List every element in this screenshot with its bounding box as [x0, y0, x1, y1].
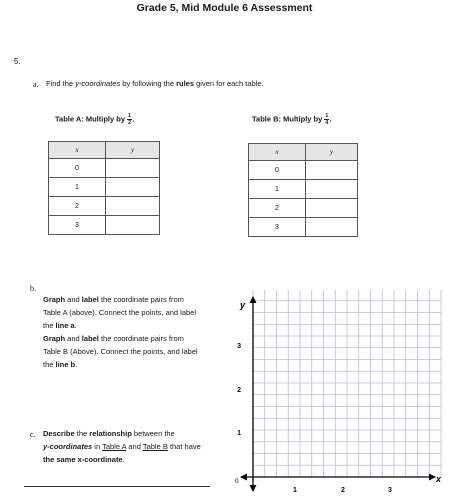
part-a-text-mid: by following the — [120, 79, 177, 88]
x-axis-label: x — [436, 474, 442, 484]
answer-line[interactable] — [24, 486, 210, 487]
table-b-x-cell: 1 — [249, 180, 306, 199]
table-a-x-cell: 1 — [49, 178, 106, 197]
part-a-text-after: given for each table. — [194, 79, 264, 88]
part-b-text: . — [74, 321, 77, 330]
y-axis-label: y — [240, 300, 246, 310]
part-c-text: . — [122, 455, 125, 464]
part-c-text: the — [74, 429, 90, 438]
part-b-text: the coordinate pairs from — [98, 334, 184, 343]
table-b-x-cell: 0 — [249, 161, 306, 180]
part-b-text: and — [65, 334, 82, 343]
table-row — [49, 159, 160, 178]
table-b — [248, 143, 358, 237]
part-b-line-b: line b — [55, 360, 76, 369]
table-a-y-cell[interactable] — [106, 178, 160, 197]
part-b-line-6 — [43, 358, 243, 371]
table-a-y-cell[interactable] — [106, 216, 160, 235]
part-c-line-2 — [43, 440, 248, 453]
grid-lines — [253, 290, 441, 477]
origin-label: 0 — [235, 478, 239, 485]
coordinate-graph[interactable] — [220, 290, 449, 500]
table-b-y-cell[interactable] — [306, 199, 358, 218]
y-tick-label: 1 — [237, 430, 241, 437]
table-b-frac-num: 1 — [325, 113, 329, 119]
x-tick-label: 3 — [388, 487, 392, 494]
table-b-y-cell[interactable] — [306, 161, 358, 180]
part-b-text: and — [65, 295, 82, 304]
part-c-same-x: the same x-coordinate — [43, 455, 123, 464]
part-c-ycoords: y-coordinates — [43, 442, 93, 451]
table-a-y-cell[interactable] — [106, 197, 160, 216]
part-b-line-3 — [43, 319, 243, 332]
table-a — [48, 141, 160, 235]
table-row — [249, 161, 358, 180]
x-tick-label: 2 — [341, 487, 345, 494]
part-c-text: in — [92, 442, 103, 451]
y-axis-arrow-down — [250, 485, 257, 492]
part-c-table-a-ref: Table A — [102, 442, 127, 451]
part-b-line-a: line a — [55, 321, 75, 330]
part-c-relationship: relationship — [89, 429, 132, 438]
table-a-col-x: x — [49, 142, 106, 159]
table-b-col-x: x — [249, 144, 306, 161]
part-b-text: . — [75, 360, 78, 369]
part-b-line-1 — [43, 293, 243, 306]
part-a-label: a. — [33, 80, 39, 89]
table-b-fraction — [324, 113, 329, 126]
table-row — [49, 197, 160, 216]
table-a-header-row — [49, 142, 160, 159]
part-b-line-2: Table A (above). Connect the points, and label — [43, 308, 197, 317]
part-b-text: the — [43, 360, 56, 369]
table-a-frac-den: 2 — [128, 120, 132, 126]
part-c-text: and — [126, 442, 143, 451]
table-a-title: Table A: Multiply by $\frac{1}{2}$ . — [55, 113, 135, 126]
y-axis-arrow-up — [250, 296, 257, 303]
axes — [240, 296, 436, 492]
part-b-instructions — [43, 293, 243, 371]
table-b-x-cell: 3 — [249, 218, 306, 237]
part-b-graph-word: Graph — [43, 295, 66, 304]
table-row — [49, 216, 160, 235]
part-c-line-3 — [43, 453, 248, 466]
table-row — [249, 180, 358, 199]
part-a-rules: rules — [176, 79, 195, 88]
part-a-text-before: Find the — [46, 79, 76, 88]
part-c-instructions — [43, 427, 248, 466]
table-b-col-y: y — [306, 144, 358, 161]
table-a-frac-num: 1 — [128, 113, 132, 119]
table-row — [49, 178, 160, 197]
part-c-describe: Describe — [43, 429, 75, 438]
table-a-y-cell[interactable] — [106, 159, 160, 178]
part-b-text: the — [43, 321, 56, 330]
table-a-x-cell: 3 — [49, 216, 106, 235]
y-tick-label: 2 — [237, 387, 241, 394]
part-b-label-word: label — [81, 295, 99, 304]
part-c-label: c. — [30, 430, 36, 439]
table-a-col-y: y — [106, 142, 160, 159]
part-c-line-1 — [43, 427, 248, 440]
part-b-line-5: Table B (Above). Connect the points, and label — [43, 347, 198, 356]
x-axis-arrow-left — [240, 474, 247, 481]
table-a-x-cell: 0 — [49, 159, 106, 178]
table-b-x-cell: 2 — [249, 199, 306, 218]
part-a-instruction — [46, 77, 264, 90]
x-tick-label: 1 — [293, 487, 297, 494]
part-c-text: between the — [131, 429, 175, 438]
table-a-fraction — [127, 113, 132, 126]
table-b-y-cell[interactable] — [306, 180, 358, 199]
part-b-text: the coordinate pairs from — [98, 295, 184, 304]
table-b-y-cell[interactable] — [306, 218, 358, 237]
x-axis-arrow-right — [429, 474, 436, 481]
table-a-x-cell: 2 — [49, 197, 106, 216]
part-b-line-4 — [43, 332, 243, 345]
part-b-label: b. — [30, 284, 36, 293]
page-title: Grade 5, Mid Module 6 Assessment — [136, 2, 313, 14]
part-b-label-word: label — [81, 334, 99, 343]
part-c-table-b-ref: Table B — [142, 442, 168, 451]
table-b-frac-den: 4 — [325, 120, 329, 126]
question-number: 5. — [14, 57, 21, 66]
table-b-header-row — [249, 144, 358, 161]
table-row — [249, 199, 358, 218]
part-a-ycoord: y-coordinates — [75, 79, 121, 88]
table-row — [249, 218, 358, 237]
table-b-title: Table B: Multiply by $\frac{1}{4}$ . — [252, 113, 332, 126]
part-c-text: that have — [167, 442, 201, 451]
y-tick-label: 3 — [237, 343, 241, 350]
part-b-graph-word: Graph — [43, 334, 66, 343]
table-b-title-text: Table B: Multiply by — [252, 114, 323, 124]
table-a-title-text: Table A: Multiply by — [55, 114, 126, 124]
